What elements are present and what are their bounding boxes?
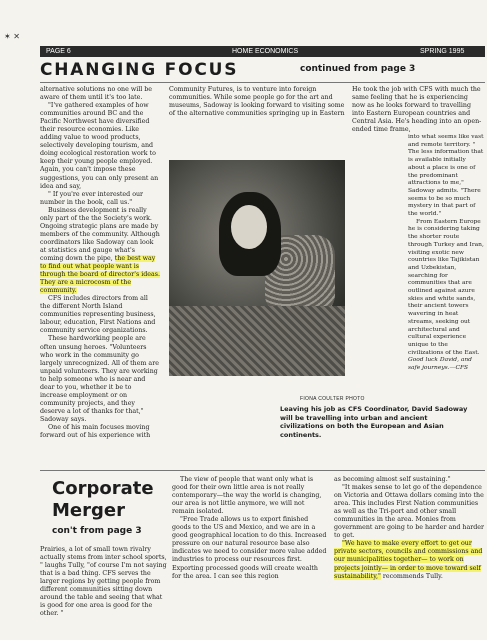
article-column-3-side — [408, 134, 484, 464]
paragraph: Community Futures, is to venture into foreign communities. While some people go for the art and museums, Sadoway is looking forward to visiting some of the alternative communities springing up in Eastern — [169, 86, 345, 118]
photo-caption: Leaving his job as CFS Coordinator, David Sadoway will be travelling into urban and ancient civilizations on both the European and Asian continents. — [280, 405, 468, 439]
continued-note: continued from page 3 — [300, 64, 416, 74]
paragraph — [334, 540, 484, 580]
page-number: PAGE 6 — [46, 48, 71, 55]
paragraph: "I've gathered examples of how communities around BC and the Pacific Northwest have diversified their resource economies. Like adding value to wood products, selectively developing tourism, and doing ecological restoration work to keep their young people employed. Again, you can't impose these suggestions, you can only present an idea and say, — [40, 102, 159, 190]
section-name: HOME ECONOMICS — [232, 48, 299, 55]
article-title: CHANGING FOCUS — [40, 60, 239, 80]
paragraph — [40, 207, 160, 296]
divider — [40, 82, 485, 83]
paragraph: The view of people that want only what is good for their own little area is not really contemporary—the way the world is changing, our area is not little anymore, we will not remain isolated. — [172, 476, 322, 516]
paragraph: "Free Trade allows us to export finished goods to the US and Mexico, and we are in a good geographical location to do this. Increased pressure on our natural resource base also indicates we need to consider more value added industries to process our resources first. Exporting processed goods will create wealth for the area. I can see this region — [172, 516, 327, 580]
highlighted-text: "We have to make every effort to get our private sectors, councils and commissions and our municipalities together— to work on projects jointly— in order to move toward self sustainability," — [334, 540, 483, 580]
margin-marks: ✶ ✕ — [4, 32, 20, 41]
paragraph: From Eastern Europe he is considering taking the shorter route through Turkey and Iran, visiting exotic new countries like Tajikistan and Uzbekistan, searching for communities that are outlined against azure skies and white sands, their ancient towers wavering in heat streams, seeking out architectural and cultural experience unique to the civilizations of the East. — [408, 218, 484, 356]
paragraph: into what seems like vast and remote territory. " The less information that is available initially about a place is one of the predominant attractions to me," Sadoway admits. "There seems to be so much mystery in that part of the world." — [408, 134, 484, 218]
paragraph: Prairies, a lot of small town rivalry actually stems from inter school sports, " laughs Tully, "of course I'm not saying that is a bad thing. CFS serves the larger regions by getting people from different communities sitting down around the table and seeing that what is good for one area is good for the other. " — [40, 546, 167, 618]
corporate-continued: con't from page 3 — [52, 526, 142, 536]
portrait-photo — [169, 160, 345, 376]
title-line: Merger — [52, 500, 125, 521]
article-column-1 — [40, 86, 160, 468]
title-line: Corporate — [52, 478, 154, 499]
paragraph: as becoming almost self sustaining." — [334, 476, 451, 483]
article-column-2-top — [169, 86, 345, 158]
issue-date: SPRING 1995 — [420, 48, 465, 55]
corporate-column-3 — [334, 476, 484, 638]
paragraph: These hardworking people are often unsung heroes. "Volunteers who work in the community go largely unrecognized. All of them are unpaid volunteers. They are working to help someone who is near and dear to you, whether it be to increase employment or on community projects, and they deserve a lot of thanks for that," Sadoway says. — [40, 335, 159, 423]
paragraph: "It makes sense to let go of the dependence on Victoria and Ottawa dollars coming into the area. This includes First Nation communities as well as the Tri-port and other small communities in the area. Monies from government are going to be harder and harder to get. — [334, 484, 484, 540]
paragraph-text: Business development is really only part of the the Society's work. Ongoing strategic plans are made by members of the community. Although coordinators like Sadoway can look at statistics and gauge what's coming down the pipe, — [40, 206, 160, 262]
paragraph: CFS includes directors from all the different North Island communities representing business, labour, education, First Nations and community service organizations. — [40, 295, 156, 335]
paragraph: One of his main focuses moving forward out of his experience with — [40, 423, 151, 440]
photo-credit: FIONA COULTER PHOTO — [300, 396, 365, 402]
paragraph: He took the job with CFS with much the same feeling that he is experiencing now as he looks forward to travelling into Eastern European countries and Central Asia. He's heading into an open-ended time frame, — [352, 86, 482, 134]
paragraph: " If you're ever interested our number in the book, call us." — [40, 190, 144, 206]
highlighted-text: the best way to find out what people want is through the board of director's ideas. They are a microcosm of the community. — [40, 254, 160, 295]
corporate-column-2 — [172, 476, 328, 638]
paragraph: alternative solutions no one will be aware of them until it's too late. — [40, 86, 153, 102]
corporate-merger-title — [52, 478, 154, 522]
signoff: Good luck David, and safe journeys.—CFS — [408, 357, 472, 372]
corporate-column-1 — [40, 546, 168, 638]
page-header — [40, 46, 485, 57]
paragraph-text: recommends Tully. — [380, 572, 443, 580]
section-divider — [40, 470, 485, 471]
